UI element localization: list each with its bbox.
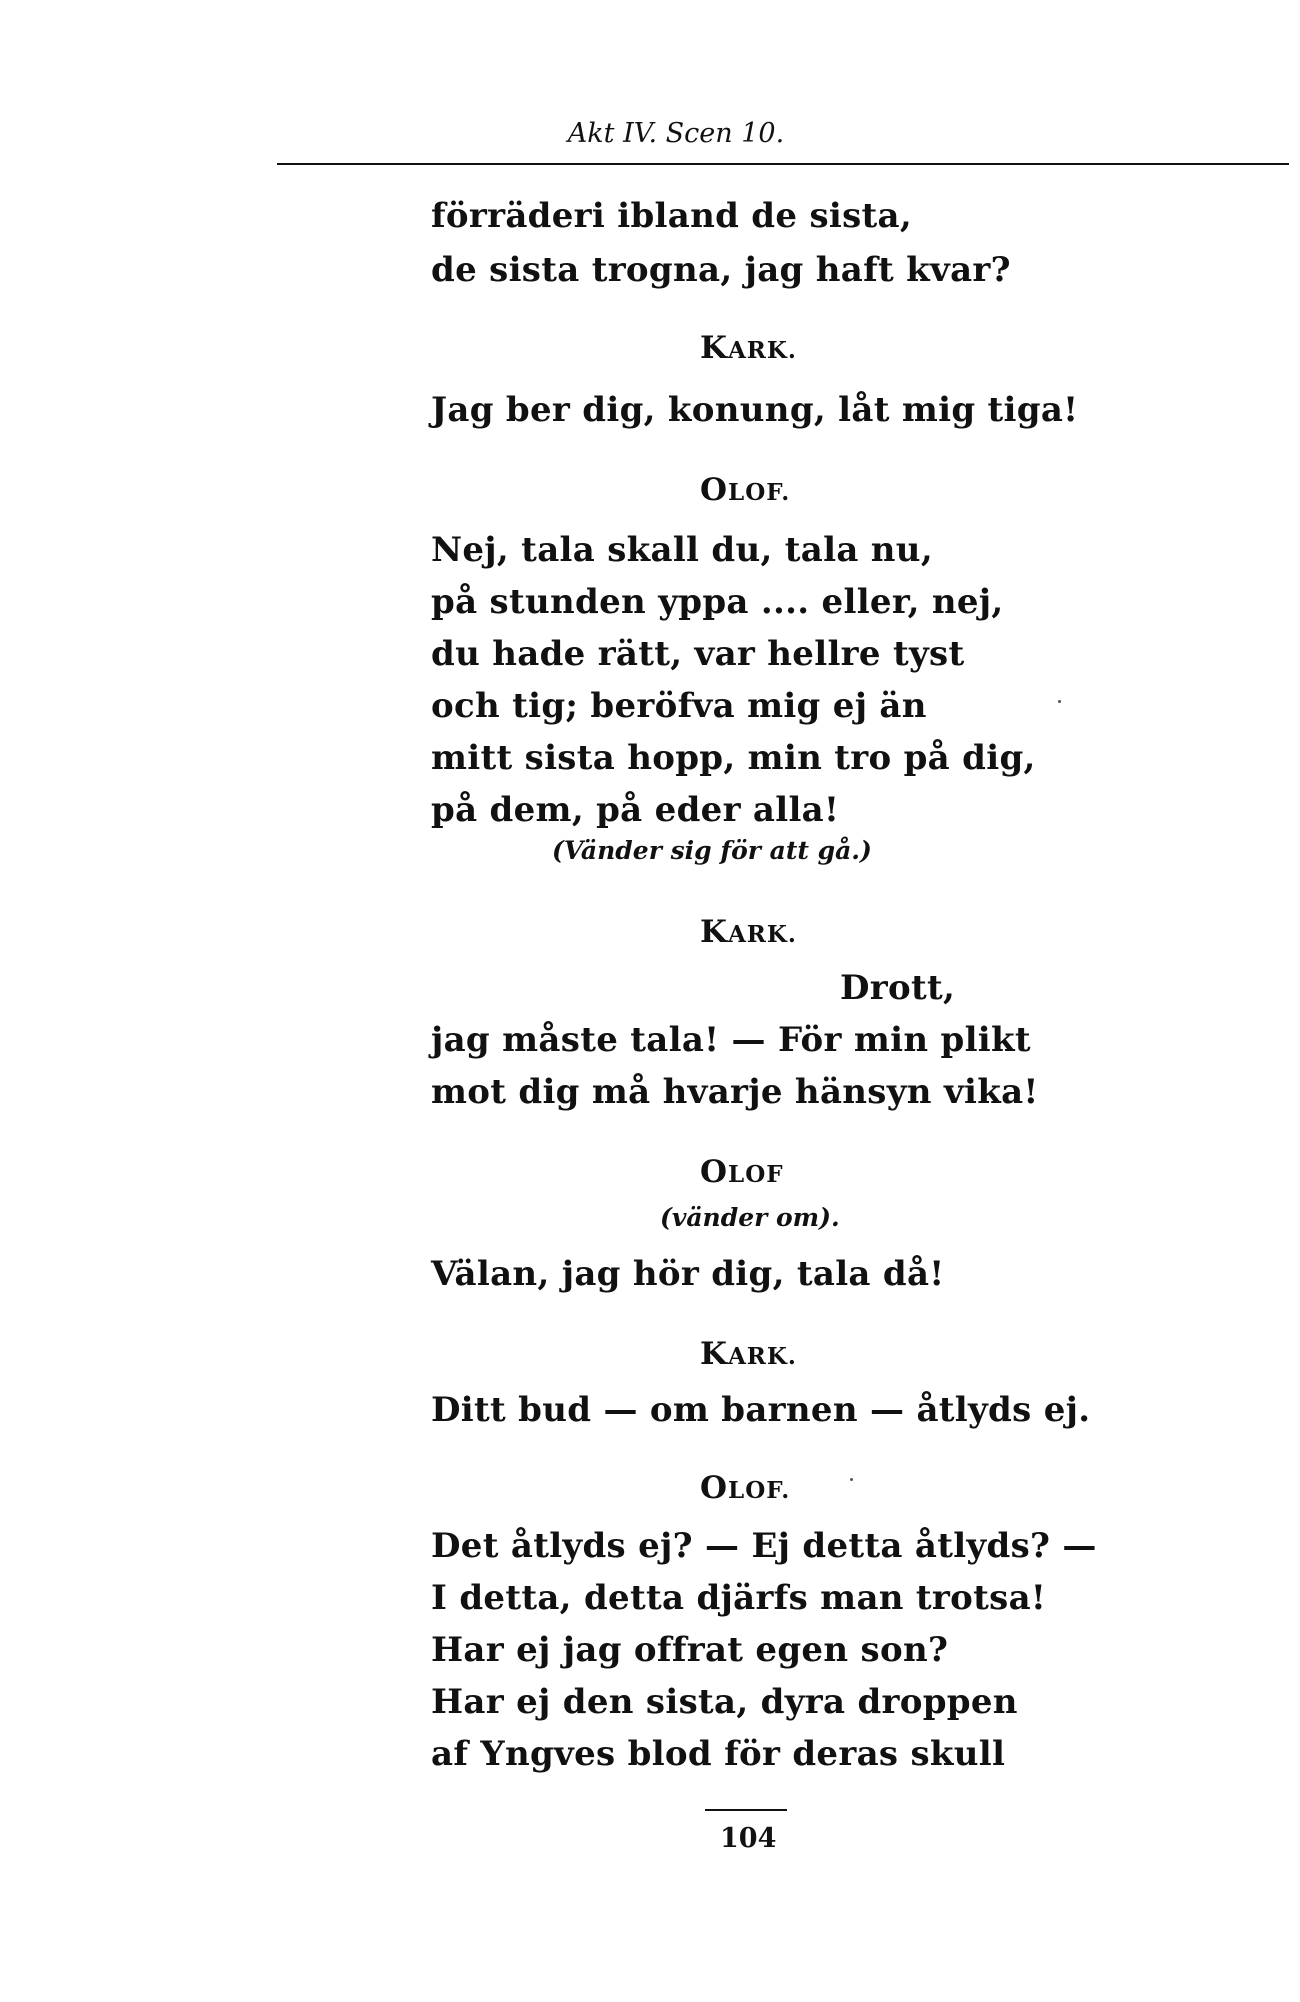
verse-line: på dem, på eder alla! [431,790,840,830]
speaker-name [700,330,797,369]
verse-line: och tig; beröfva mig ej än [431,686,927,726]
verse-line: de sista trogna, jag haft kvar? [431,250,1011,290]
speaker-name [700,1336,797,1375]
speaker-rest: ARK. [727,921,797,948]
verse-line: Välan, jag hör dig, tala då! [431,1254,945,1294]
verse-line: Har ej den sista, dyra droppen [431,1682,1018,1722]
verse-line: Har ej jag offrat egen son? [431,1630,949,1670]
verse-line: på stunden yppa .... eller, nej, [431,582,1004,622]
verse-line: Drott, [840,968,956,1008]
speaker-name [700,1470,790,1509]
speaker-initial: K [700,1336,728,1372]
running-header: Akt IV. Scen 10. [567,118,785,149]
stage-direction: (Vänder sig för att gå.) [552,836,872,865]
verse-line: förräderi ibland de sista, [431,196,913,236]
speaker-initial: O [700,1470,729,1506]
speaker-name [700,914,797,953]
verse-line: mitt sista hopp, min tro på dig, [431,738,1036,778]
page-number: 104 [720,1823,777,1854]
verse-line: Ditt bud — om barnen — åtlyds ej. [431,1390,1091,1430]
speaker-name [700,1154,784,1193]
speaker-rest: LOF. [728,1477,791,1504]
footer-rule [705,1809,787,1811]
verse-line: Nej, tala skall du, tala nu, [431,530,933,570]
verse-line: Jag ber dig, konung, låt mig tiga! [431,390,1079,430]
speaker-rest: LOF [728,1161,784,1188]
verse-line: I detta, detta djärfs man trotsa! [431,1578,1047,1618]
speaker-initial: O [700,1154,729,1190]
speaker-name [700,472,790,511]
verse-line: du hade rätt, var hellre tyst [431,634,965,674]
verse-line: mot dig må hvarje hänsyn vika! [431,1072,1039,1112]
header-rule [277,163,1289,165]
stage-direction: (vänder om). [660,1203,840,1232]
speck-mark [850,1478,853,1481]
speaker-initial: K [700,330,728,366]
speaker-initial: K [700,914,728,950]
verse-line: af Yngves blod för deras skull [431,1734,1006,1774]
speck-mark [1058,700,1061,703]
verse-line: Det åtlyds ej? — Ej detta åtlyds? — [431,1526,1097,1566]
verse-line: jag måste tala! — För min plikt [431,1020,1031,1060]
speaker-initial: O [700,472,729,508]
speaker-rest: ARK. [727,1343,797,1370]
speaker-rest: ARK. [727,337,797,364]
speaker-rest: LOF. [728,479,791,506]
